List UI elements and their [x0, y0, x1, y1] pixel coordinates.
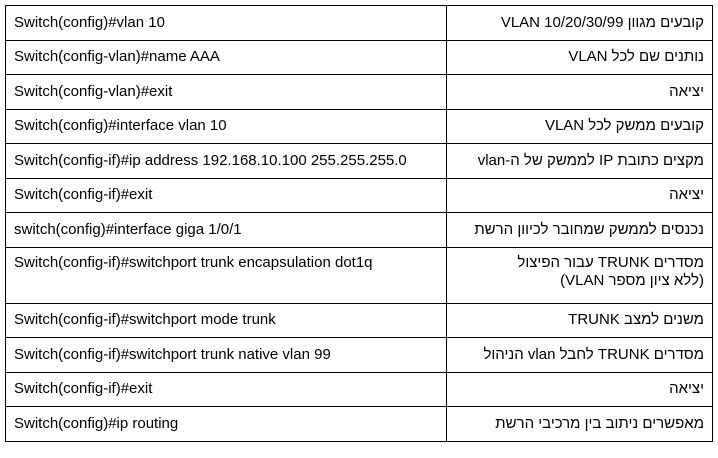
- description-cell: נותנים שם לכל VLAN: [447, 40, 713, 75]
- command-cell: Switch(config)#interface vlan 10: [6, 109, 447, 144]
- description-cell: מאפשרים ניתוב בין מרכיבי הרשת: [447, 407, 713, 442]
- table-row: [6, 247, 713, 303]
- command-cell: Switch(config-if)#exit: [6, 372, 447, 407]
- description-cell: קובעים ממשק לכל VLAN: [447, 109, 713, 144]
- command-cell: Switch(config-if)#switchport trunk encapsulation dot1q: [6, 247, 447, 303]
- command-cell: Switch(config-if)#switchport trunk native vlan 99: [6, 338, 447, 373]
- description-cell: מסדרים TRUNK לחבל vlan הניהול: [447, 338, 713, 373]
- command-cell: switch(config)#interface giga 1/0/1: [6, 213, 447, 248]
- description-cell: [447, 247, 713, 303]
- table-row: [6, 303, 713, 338]
- description-cell: יציאה: [447, 75, 713, 110]
- table-row: [6, 109, 713, 144]
- description-cell: קובעים מגוון VLAN 10/20/30/99: [447, 6, 713, 41]
- description-cell: משנים למצב TRUNK: [447, 303, 713, 338]
- description-line: (ללא ציון מספר VLAN): [560, 271, 704, 289]
- command-cell: Switch(config-if)#switchport mode trunk: [6, 303, 447, 338]
- command-cell: Switch(config)#vlan 10: [6, 6, 447, 41]
- description-cell: יציאה: [447, 372, 713, 407]
- description-cell: מקצים כתובת IP לממשק של ה-vlan: [447, 144, 713, 179]
- command-cell: Switch(config)#ip routing: [6, 407, 447, 442]
- table-row: [6, 144, 713, 179]
- description-cell: יציאה: [447, 178, 713, 213]
- table-row: [6, 40, 713, 75]
- command-table: [5, 5, 713, 442]
- description-cell: נכנסים לממשק שמחובר לכיוון הרשת: [447, 213, 713, 248]
- command-cell: Switch(config-vlan)#exit: [6, 75, 447, 110]
- command-cell: Switch(config-if)#exit: [6, 178, 447, 213]
- table-row: [6, 372, 713, 407]
- table-row: [6, 213, 713, 248]
- table-row: [6, 338, 713, 373]
- table-row: [6, 178, 713, 213]
- table-row: [6, 75, 713, 110]
- table-row: [6, 6, 713, 41]
- command-cell: Switch(config-if)#ip address 192.168.10.100 255.255.255.0: [6, 144, 447, 179]
- description-line: מסדרים TRUNK עבור הפיצול: [517, 253, 704, 271]
- command-cell: Switch(config-vlan)#name AAA: [6, 40, 447, 75]
- table-row: [6, 407, 713, 442]
